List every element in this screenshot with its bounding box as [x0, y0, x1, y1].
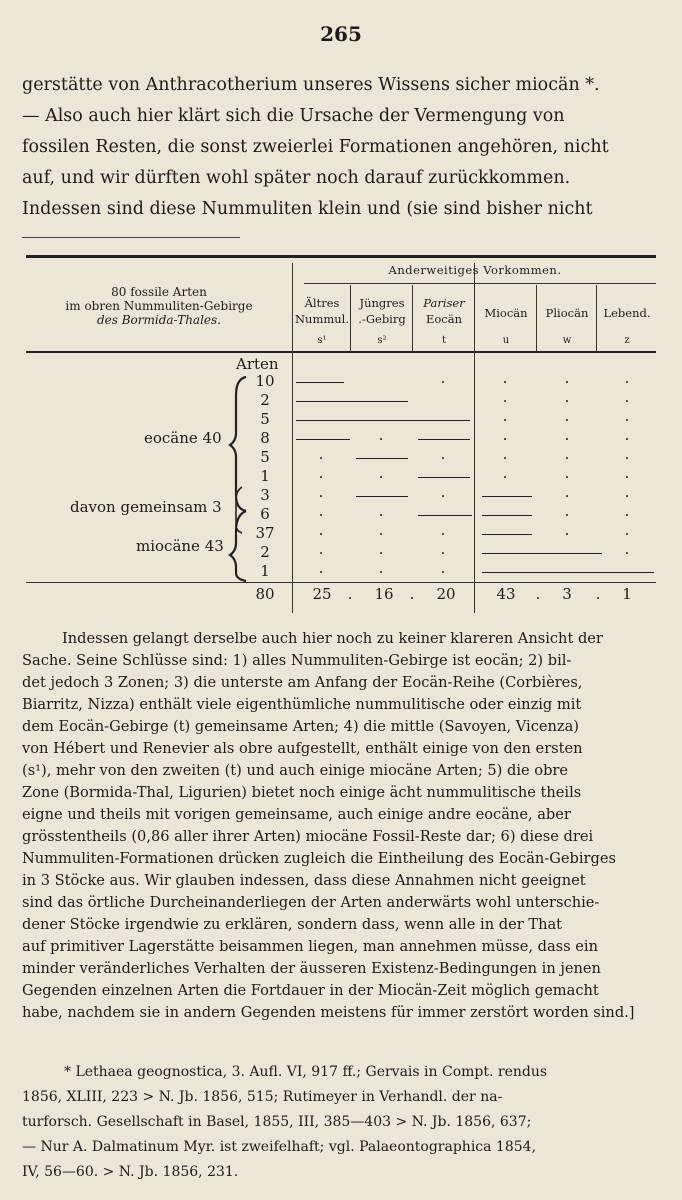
group-braces: [228, 375, 252, 583]
absence-dot: .: [318, 521, 324, 539]
absence-dot: .: [502, 388, 508, 406]
text-line: Gegenden einzelnen Arten die Fortdauer in der Miocän-Zeit möglich gemacht: [22, 982, 599, 999]
text-line: Nummuliten-Formationen drücken zugleich die Eintheilung des Eocän-Gebirges: [22, 850, 616, 867]
column-header-u: Miocän: [484, 306, 528, 320]
absence-dot: .: [378, 426, 384, 444]
column-symbol: s¹: [317, 335, 327, 346]
total-s2: 16: [374, 585, 394, 603]
occurrence-line: [356, 496, 408, 497]
footnote-line: IV, 56—60. > N. Jb. 1856, 231.: [22, 1164, 239, 1180]
species-count: 10: [255, 372, 275, 390]
occurrence-line: [296, 439, 350, 440]
total-separator: .: [347, 585, 353, 603]
occurrence-line: [296, 401, 408, 402]
absence-dot: .: [318, 464, 324, 482]
total-z: 1: [622, 585, 632, 603]
absence-dot: .: [624, 388, 630, 406]
group-label-miocaene: miocäne 43: [136, 537, 224, 555]
absence-dot: .: [624, 445, 630, 463]
text-line: Indessen gelangt derselbe auch hier noch zu keiner klareren Ansicht der: [62, 630, 603, 647]
occurrence-line: [356, 458, 408, 459]
occurrence-line: [296, 420, 470, 421]
short-rule: [22, 237, 240, 238]
species-count: 5: [260, 410, 270, 428]
absence-dot: .: [624, 407, 630, 425]
text-line: dener Stöcke irgendwie zu erklären, sondern dass, wenn alle in der That: [22, 916, 563, 933]
stub-title: 80 fossile Arten im obren Nummuliten-Gebirge des Bormida-Thales.: [65, 285, 253, 327]
species-count: 6: [260, 505, 270, 523]
absence-dot: .: [564, 426, 570, 444]
total-arten: 80: [255, 585, 275, 603]
absence-dot: .: [440, 521, 446, 539]
species-count: 5: [260, 448, 270, 466]
column-symbol: s²: [377, 335, 387, 346]
table-top-rule: [26, 255, 656, 258]
main-paragraph: [22, 628, 660, 1024]
column-symbol: w: [562, 335, 572, 346]
text-line: habe, nachdem sie in andern Gegenden meistens für immer zerstört worden sind.]: [22, 1004, 635, 1021]
text-line: (s¹), mehr von den zweiten (t) und auch einige miocäne Arten; 5) die obre: [22, 762, 569, 779]
footnote-line: * Lethaea geognostica, 3. Aufl. VI, 917 ff.; Gervais in Compt. rendus: [64, 1064, 548, 1080]
occurrence-line: [482, 496, 532, 497]
absence-dot: .: [378, 540, 384, 558]
footnote: [22, 1060, 660, 1185]
absence-dot: .: [624, 369, 630, 387]
absence-dot: .: [564, 445, 570, 463]
species-count: 37: [255, 524, 275, 542]
total-separator: .: [409, 585, 415, 603]
absence-dot: .: [624, 426, 630, 444]
text-line: auf, und wir dürften wohl später noch darauf zurückkommen.: [22, 168, 571, 188]
column-symbol: z: [624, 335, 630, 346]
col-divider: [412, 285, 413, 351]
group-header-rule: [304, 283, 656, 284]
total-separator: .: [535, 585, 541, 603]
group-label-gemeinsam: davon gemeinsam 3: [70, 498, 222, 516]
occurrence-line: [482, 534, 532, 535]
text-line: von Hébert und Renevier als obre aufgestellt, enthält einige von den ersten: [22, 740, 583, 757]
absence-dot: .: [318, 502, 324, 520]
absence-dot: .: [624, 464, 630, 482]
text-line: Zone (Bormida-Thal, Ligurien) bietet noch einige ächt nummulitische theils: [22, 784, 582, 801]
species-count: 1: [260, 562, 270, 580]
species-count: 8: [260, 429, 270, 447]
absence-dot: .: [378, 521, 384, 539]
absence-dot: .: [440, 483, 446, 501]
text-line: det jedoch 3 Zonen; 3) die unterste am Anfang der Eocän-Reihe (Corbières,: [22, 674, 583, 691]
text-line: eigne und theils mit vorigen gemeinsame, auch einige andre eocäne, aber: [22, 806, 571, 823]
absence-dot: .: [440, 369, 446, 387]
group-header: Anderweitiges Vorkommen.: [388, 263, 562, 277]
absence-dot: .: [502, 426, 508, 444]
occurrence-line: [418, 515, 472, 516]
absence-dot: .: [502, 464, 508, 482]
species-count: 1: [260, 467, 270, 485]
column-header-z: Lebend.: [603, 306, 651, 320]
total-u: 43: [496, 585, 516, 603]
footnote-line: turforsch. Gesellschaft in Basel, 1855, III, 385—403 > N. Jb. 1856, 637;: [22, 1114, 532, 1130]
absence-dot: .: [378, 559, 384, 577]
absence-dot: .: [564, 407, 570, 425]
header-rule: [26, 351, 656, 353]
column-symbol: u: [502, 335, 510, 346]
group-label-eocaene: eocäne 40: [144, 429, 222, 447]
col-divider: [596, 285, 597, 351]
occurrence-line: [482, 515, 532, 516]
absence-dot: .: [502, 407, 508, 425]
total-s1: 25: [312, 585, 332, 603]
total-w: 3: [562, 585, 572, 603]
page-number: 265: [320, 22, 362, 46]
occurrence-line: [482, 553, 602, 554]
absence-dot: .: [440, 559, 446, 577]
col-divider: [536, 285, 537, 351]
absence-dot: .: [502, 445, 508, 463]
absence-dot: .: [624, 521, 630, 539]
text-line: sind das örtliche Durcheinanderliegen der Arten anderwärts wohl unterschie-: [22, 894, 600, 911]
occurrence-line: [418, 439, 470, 440]
species-count: 3: [260, 486, 270, 504]
absence-dot: .: [564, 483, 570, 501]
footnote-line: — Nur A. Dalmatinum Myr. ist zweifelhaft; vgl. Palaeontographica 1854,: [22, 1139, 537, 1155]
text-line: Indessen sind diese Nummuliten klein und (sie sind bisher nicht: [22, 199, 593, 219]
footnote-line: 1856, XLIII, 223 > N. Jb. 1856, 515; Rutimeyer in Verhandl. der na-: [22, 1089, 503, 1105]
text-line: gerstätte von Anthracotherium unseres Wissens sicher miocän *.: [22, 75, 600, 95]
occurrence-line: [482, 572, 654, 573]
absence-dot: .: [318, 559, 324, 577]
absence-dot: .: [318, 445, 324, 463]
occurrence-line: [296, 382, 344, 383]
absence-dot: .: [564, 369, 570, 387]
absence-dot: .: [318, 540, 324, 558]
species-table: [26, 255, 656, 615]
text-line: — Also auch hier klärt sich die Ursache der Vermengung von: [22, 106, 565, 126]
arten-header: Arten: [236, 355, 279, 373]
column-header-w: Pliocän: [545, 306, 589, 320]
absence-dot: .: [564, 502, 570, 520]
absence-dot: .: [440, 445, 446, 463]
col-divider: [474, 263, 475, 613]
species-count: 2: [260, 543, 270, 561]
total-separator: .: [595, 585, 601, 603]
column-symbol: t: [441, 335, 447, 346]
text-line: in 3 Stöcke aus. Wir glauben indessen, dass diese Annahmen nicht geeignet: [22, 872, 586, 889]
absence-dot: .: [318, 483, 324, 501]
absence-dot: .: [624, 502, 630, 520]
total-t: 20: [436, 585, 456, 603]
absence-dot: .: [564, 521, 570, 539]
absence-dot: .: [624, 483, 630, 501]
species-count: 2: [260, 391, 270, 409]
absence-dot: .: [378, 502, 384, 520]
text-line: dem Eocän-Gebirge (t) gemeinsame Arten; 4) die mittle (Savoyen, Vicenza): [22, 718, 579, 735]
absence-dot: .: [564, 464, 570, 482]
stub-divider: [292, 263, 293, 613]
column-header-s2: Jüngres .-Gebirg: [358, 296, 406, 326]
col-divider: [350, 285, 351, 351]
text-line: Biarritz, Nizza) enthält viele eigenthümliche nummulitische oder einzig mit: [22, 696, 582, 713]
absence-dot: .: [624, 540, 630, 558]
opening-paragraph: [22, 70, 660, 225]
column-header-t: Pariser Eocän: [423, 296, 465, 326]
absence-dot: .: [564, 388, 570, 406]
text-line: grösstentheils (0,86 aller ihrer Arten) miocäne Fossil-Reste dar; 6) diese drei: [22, 828, 594, 845]
text-line: auf primitiver Lagerstätte beisammen liegen, man annehmen müsse, dass ein: [22, 938, 598, 955]
text-line: Sache. Seine Schlüsse sind: 1) alles Nummuliten-Gebirge ist eocän; 2) bil-: [22, 652, 572, 669]
text-line: minder veränderliches Verhalten der äusseren Existenz-Bedingungen in jenen: [22, 960, 601, 977]
column-header-s1: Ältres Nummul.: [294, 296, 350, 326]
occurrence-line: [418, 477, 470, 478]
text-line: fossilen Resten, die sonst zweierlei Formationen angehören, nicht: [22, 137, 609, 157]
absence-dot: .: [502, 369, 508, 387]
absence-dot: .: [440, 540, 446, 558]
absence-dot: .: [378, 464, 384, 482]
totals-rule: [26, 582, 656, 583]
